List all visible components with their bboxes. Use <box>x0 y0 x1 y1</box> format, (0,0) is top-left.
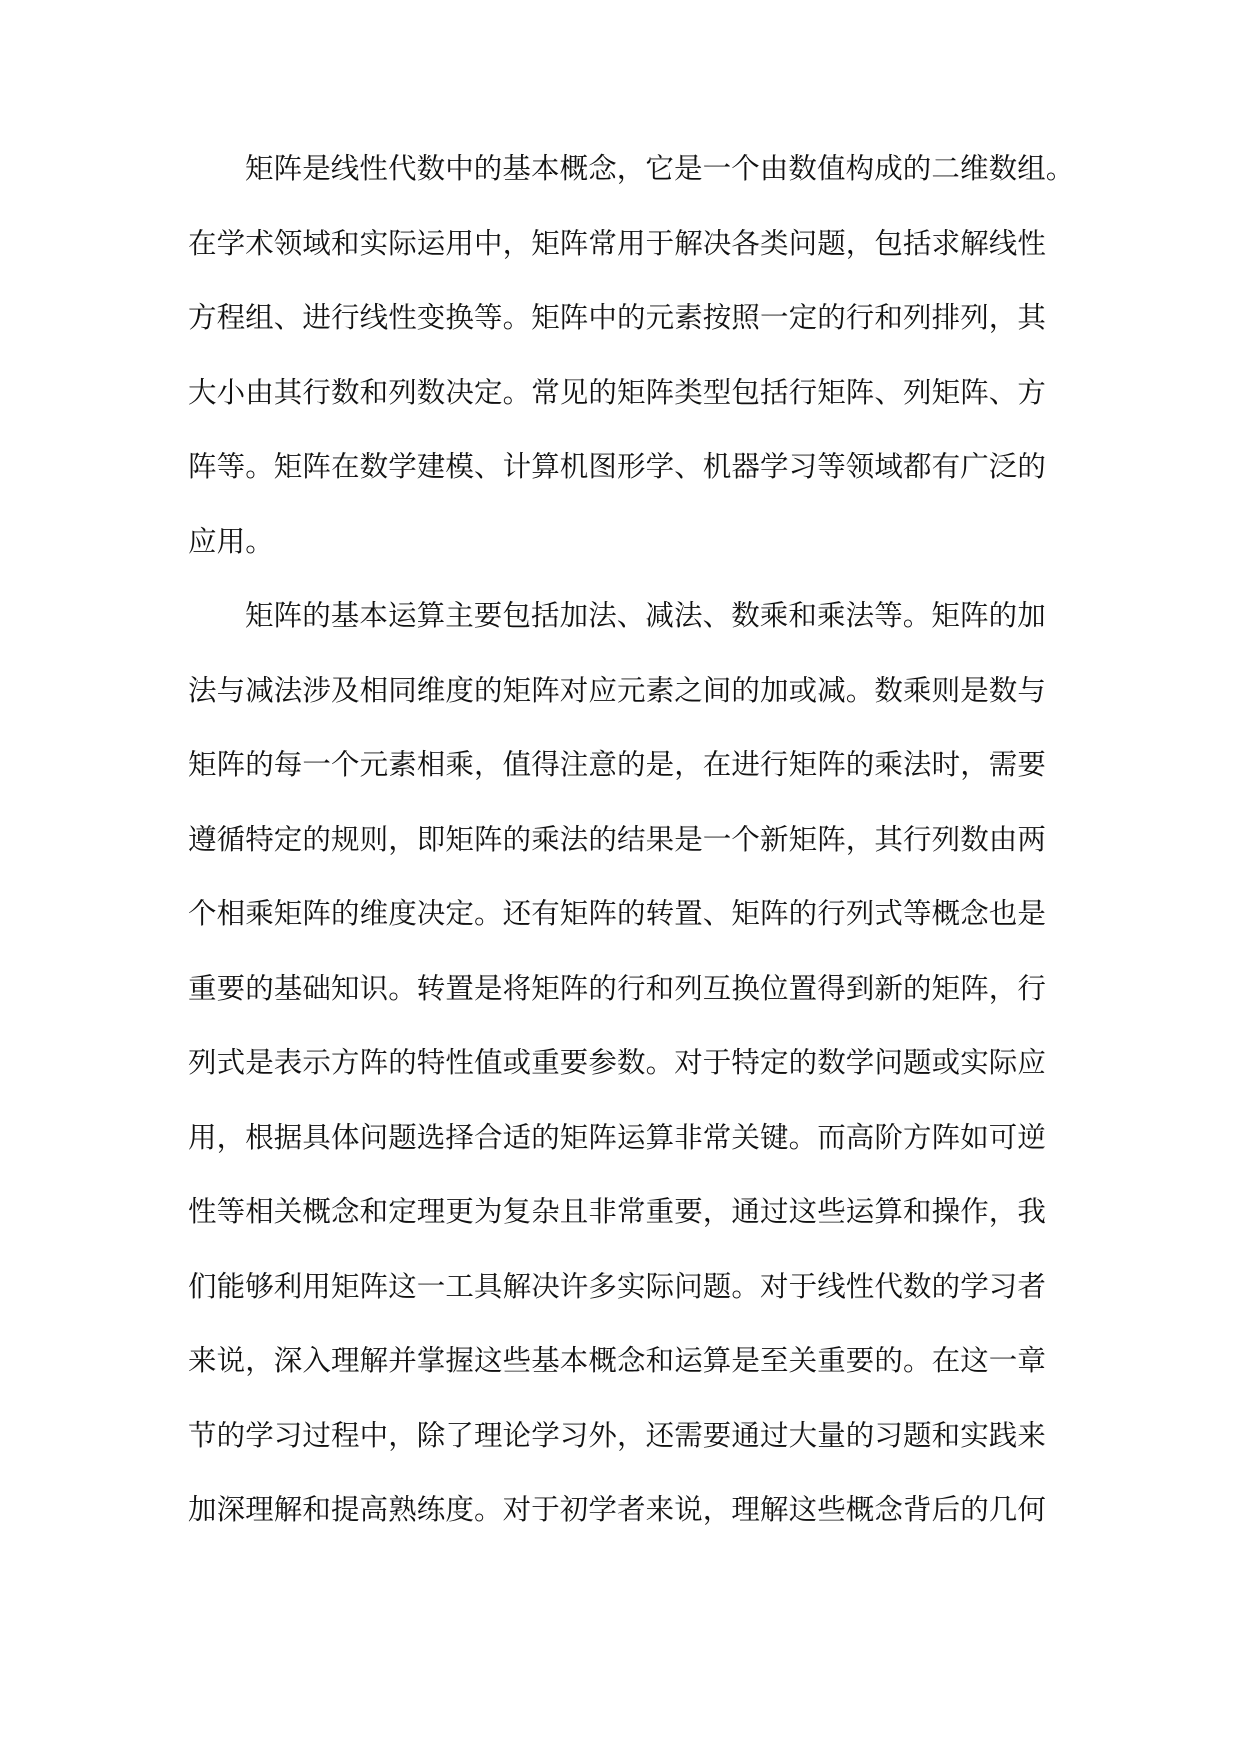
text-line: 性等相关概念和定理更为复杂且非常重要，通过这些运算和操作，我 <box>188 1195 1047 1228</box>
text-line: 矩阵是线性代数中的基本概念，它是一个由数值构成的二维数组。 <box>245 152 1075 185</box>
text-line: 大小由其行数和列数决定。常见的矩阵类型包括行矩阵、列矩阵、方 <box>188 375 1047 409</box>
body-text <box>188 147 1233 1563</box>
text-line: 方程组、进行线性变换等。矩阵中的元素按照一定的行和列排列，其 <box>188 301 1047 334</box>
text-line: 矩阵的基本运算主要包括加法、减法、数乘和乘法等。矩阵的加 <box>245 599 1046 632</box>
text-line: 重要的基础知识。转置是将矩阵的行和列互换位置得到新的矩阵，行 <box>188 971 1047 1005</box>
text-line: 遵循特定的规则，即矩阵的乘法的结果是一个新矩阵，其行列数由两 <box>188 822 1047 856</box>
text-line: 加深理解和提高熟练度。对于初学者来说，理解这些概念背后的几何 <box>188 1493 1047 1526</box>
text-line: 来说，深入理解并掌握这些基本概念和运算是至关重要的。在这一章 <box>188 1344 1047 1377</box>
text-line: 个相乘矩阵的维度决定。还有矩阵的转置、矩阵的行列式等概念也是 <box>188 897 1047 930</box>
text-line: 用，根据具体问题选择合适的矩阵运算非常关键。而高阶方阵如可逆 <box>188 1120 1047 1154</box>
text-line: 列式是表示方阵的特性值或重要参数。对于特定的数学问题或实际应 <box>188 1046 1047 1079</box>
text-line: 阵等。矩阵在数学建模、计算机图形学、机器学习等领域都有广泛的 <box>188 450 1047 483</box>
text-line: 矩阵的每一个元素相乘，值得注意的是，在进行矩阵的乘法时，需要 <box>188 748 1047 781</box>
text-line: 法与减法涉及相同维度的矩阵对应元素之间的加或减。数乘则是数与 <box>188 673 1047 707</box>
text-line: 在学术领域和实际运用中，矩阵常用于解决各类问题，包括求解线性 <box>188 226 1047 260</box>
text-line: 们能够利用矩阵这一工具解决许多实际问题。对于线性代数的学习者 <box>188 1269 1047 1303</box>
text-line: 应用。 <box>188 524 274 558</box>
text-line: 节的学习过程中，除了理论学习外，还需要通过大量的习题和实践来 <box>188 1418 1047 1452</box>
